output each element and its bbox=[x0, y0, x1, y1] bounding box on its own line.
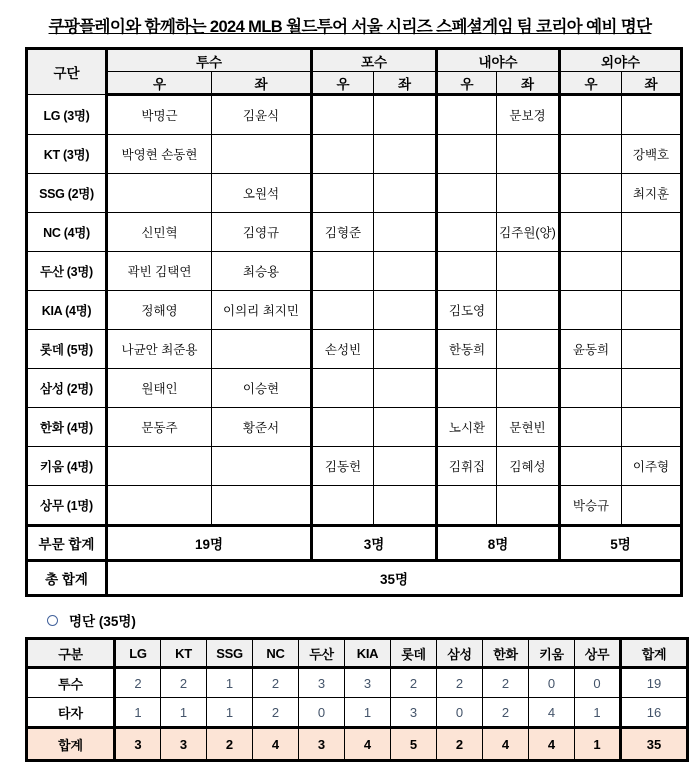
summary-cell: 2 bbox=[253, 698, 299, 728]
summary-cell: 4 bbox=[345, 728, 391, 761]
summary-cell: 2 bbox=[253, 668, 299, 698]
summary-header-row bbox=[27, 639, 688, 668]
header-club: 구단 bbox=[27, 49, 107, 95]
cell-infield-right bbox=[437, 252, 497, 291]
summary-cell: 4 bbox=[253, 728, 299, 761]
team-label: 한화 (4명) bbox=[27, 408, 107, 447]
roster-row-samsung bbox=[27, 369, 682, 408]
summary-cell: 0 bbox=[575, 668, 621, 698]
team-label: LG (3명) bbox=[27, 95, 107, 135]
cell-pitcher-left: 오원석 bbox=[212, 174, 312, 213]
summary-header-total: 합계 bbox=[621, 639, 688, 668]
cell-catcher-right: 김동헌 bbox=[312, 447, 374, 486]
summary-cell: 1 bbox=[161, 698, 207, 728]
summary-header-team: KT bbox=[161, 639, 207, 668]
cell-outfield-right bbox=[560, 95, 622, 135]
cell-outfield-right bbox=[560, 252, 622, 291]
cell-outfield-right: 윤동희 bbox=[560, 330, 622, 369]
cell-outfield-right bbox=[560, 213, 622, 252]
summary-header-team: KIA bbox=[345, 639, 391, 668]
cell-pitcher-right: 박명근 bbox=[107, 95, 212, 135]
header-hand: 좌 bbox=[374, 72, 437, 95]
cell-catcher-right: 손성빈 bbox=[312, 330, 374, 369]
cell-outfield-left: 최지훈 bbox=[622, 174, 682, 213]
roster-row-hanwha bbox=[27, 408, 682, 447]
header-hand: 우 bbox=[560, 72, 622, 95]
cell-infield-left: 문현빈 bbox=[497, 408, 560, 447]
section-total-label: 부문 합계 bbox=[27, 526, 107, 561]
summary-cell: 4 bbox=[483, 728, 529, 761]
grand-total-value: 35명 bbox=[107, 561, 682, 596]
summary-cell: 3 bbox=[299, 728, 345, 761]
summary-header-team: 상무 bbox=[575, 639, 621, 668]
team-label: 롯데 (5명) bbox=[27, 330, 107, 369]
cell-catcher-right bbox=[312, 291, 374, 330]
cell-catcher-left bbox=[374, 447, 437, 486]
header-outfield: 외야수 bbox=[560, 49, 682, 72]
summary-header-team: 한화 bbox=[483, 639, 529, 668]
summary-cell: 1 bbox=[207, 668, 253, 698]
summary-row-total bbox=[27, 728, 688, 761]
summary-header-team: SSG bbox=[207, 639, 253, 668]
header-hand: 좌 bbox=[212, 72, 312, 95]
header-hand: 좌 bbox=[497, 72, 560, 95]
cell-infield-right: 김휘집 bbox=[437, 447, 497, 486]
cell-pitcher-left: 황준서 bbox=[212, 408, 312, 447]
roster-row-lotte bbox=[27, 330, 682, 369]
cell-pitcher-right: 문동주 bbox=[107, 408, 212, 447]
cell-pitcher-right: 나균안 최준용 bbox=[107, 330, 212, 369]
cell-outfield-left: 강백호 bbox=[622, 135, 682, 174]
cell-pitcher-right: 정해영 bbox=[107, 291, 212, 330]
header-hand: 좌 bbox=[622, 72, 682, 95]
summary-table bbox=[25, 637, 689, 762]
summary-cell: 1 bbox=[115, 698, 161, 728]
summary-row-label: 타자 bbox=[27, 698, 115, 728]
cell-catcher-left bbox=[374, 330, 437, 369]
header-pitcher: 투수 bbox=[107, 49, 312, 72]
cell-pitcher-left bbox=[212, 486, 312, 526]
roster-row-kia bbox=[27, 291, 682, 330]
summary-cell: 4 bbox=[529, 698, 575, 728]
cell-infield-left bbox=[497, 486, 560, 526]
cell-infield-right bbox=[437, 135, 497, 174]
cell-pitcher-left: 이의리 최지민 bbox=[212, 291, 312, 330]
cell-catcher-right bbox=[312, 408, 374, 447]
cell-infield-right bbox=[437, 95, 497, 135]
team-label: KIA (4명) bbox=[27, 291, 107, 330]
cell-catcher-left bbox=[374, 95, 437, 135]
cell-outfield-right bbox=[560, 408, 622, 447]
cell-outfield-right bbox=[560, 291, 622, 330]
cell-outfield-right bbox=[560, 369, 622, 408]
summary-cell: 3 bbox=[391, 698, 437, 728]
page-title: 쿠팡플레이와 함께하는 2024 MLB 월드투어 서울 시리즈 스페셜게임 팀 코리아 예비 명단 bbox=[48, 18, 652, 36]
summary-header-team: 삼성 bbox=[437, 639, 483, 668]
roster-table bbox=[25, 47, 683, 597]
roster-row-lg bbox=[27, 95, 682, 135]
section-total-pitcher: 19명 bbox=[107, 526, 312, 561]
cell-pitcher-right bbox=[107, 447, 212, 486]
summary-header-team: NC bbox=[253, 639, 299, 668]
cell-outfield-left: 이주형 bbox=[622, 447, 682, 486]
roster-header-row-2 bbox=[27, 72, 682, 95]
cell-pitcher-left: 김영규 bbox=[212, 213, 312, 252]
cell-outfield-left bbox=[622, 330, 682, 369]
summary-cell: 3 bbox=[161, 728, 207, 761]
cell-infield-left: 김혜성 bbox=[497, 447, 560, 486]
cell-catcher-left bbox=[374, 486, 437, 526]
summary-row-label: 투수 bbox=[27, 668, 115, 698]
roster-row-doosan bbox=[27, 252, 682, 291]
summary-cell: 2 bbox=[161, 668, 207, 698]
cell-infield-right bbox=[437, 486, 497, 526]
cell-pitcher-left: 김윤식 bbox=[212, 95, 312, 135]
cell-catcher-right bbox=[312, 369, 374, 408]
cell-pitcher-left bbox=[212, 135, 312, 174]
team-label: NC (4명) bbox=[27, 213, 107, 252]
section-total-outfield: 5명 bbox=[560, 526, 682, 561]
cell-infield-right: 한동희 bbox=[437, 330, 497, 369]
summary-cell: 1 bbox=[345, 698, 391, 728]
summary-cell: 0 bbox=[529, 668, 575, 698]
circle-bullet-icon bbox=[47, 615, 58, 626]
summary-header-team: LG bbox=[115, 639, 161, 668]
roster-row-kiwoom bbox=[27, 447, 682, 486]
header-infield: 내야수 bbox=[437, 49, 560, 72]
cell-catcher-right bbox=[312, 486, 374, 526]
header-hand: 우 bbox=[312, 72, 374, 95]
roster-list-label bbox=[47, 610, 700, 630]
cell-pitcher-right: 원태인 bbox=[107, 369, 212, 408]
cell-pitcher-right: 곽빈 김택연 bbox=[107, 252, 212, 291]
cell-outfield-right: 박승규 bbox=[560, 486, 622, 526]
cell-infield-right bbox=[437, 369, 497, 408]
team-label: 삼성 (2명) bbox=[27, 369, 107, 408]
cell-infield-left: 김주원(양) bbox=[497, 213, 560, 252]
cell-infield-right bbox=[437, 213, 497, 252]
summary-cell-total: 19 bbox=[621, 668, 688, 698]
summary-row-batters bbox=[27, 698, 688, 728]
roster-row-nc bbox=[27, 213, 682, 252]
summary-cell: 4 bbox=[529, 728, 575, 761]
cell-pitcher-left bbox=[212, 447, 312, 486]
cell-infield-left bbox=[497, 369, 560, 408]
summary-cell: 2 bbox=[483, 698, 529, 728]
cell-outfield-right bbox=[560, 447, 622, 486]
summary-cell: 2 bbox=[391, 668, 437, 698]
summary-cell: 5 bbox=[391, 728, 437, 761]
cell-infield-left bbox=[497, 135, 560, 174]
cell-pitcher-left: 이승현 bbox=[212, 369, 312, 408]
team-label: SSG (2명) bbox=[27, 174, 107, 213]
cell-outfield-left bbox=[622, 408, 682, 447]
summary-cell: 1 bbox=[575, 698, 621, 728]
cell-infield-right: 노시환 bbox=[437, 408, 497, 447]
cell-catcher-left bbox=[374, 174, 437, 213]
summary-cell: 0 bbox=[299, 698, 345, 728]
cell-infield-left bbox=[497, 174, 560, 213]
roster-row-kt bbox=[27, 135, 682, 174]
roster-list-label-text: 명단 (35명) bbox=[69, 614, 136, 629]
team-label: 두산 (3명) bbox=[27, 252, 107, 291]
cell-catcher-left bbox=[374, 135, 437, 174]
grand-total-label: 총 합계 bbox=[27, 561, 107, 596]
cell-catcher-right bbox=[312, 174, 374, 213]
roster-row-ssg bbox=[27, 174, 682, 213]
team-label: 키움 (4명) bbox=[27, 447, 107, 486]
cell-pitcher-right bbox=[107, 174, 212, 213]
summary-row-pitchers bbox=[27, 668, 688, 698]
cell-infield-right: 김도영 bbox=[437, 291, 497, 330]
cell-outfield-left bbox=[622, 486, 682, 526]
cell-outfield-left bbox=[622, 291, 682, 330]
cell-pitcher-right bbox=[107, 486, 212, 526]
header-catcher: 포수 bbox=[312, 49, 437, 72]
cell-catcher-right bbox=[312, 135, 374, 174]
summary-cell: 3 bbox=[299, 668, 345, 698]
grand-total-row bbox=[27, 561, 682, 596]
summary-row-label: 합계 bbox=[27, 728, 115, 761]
cell-catcher-right bbox=[312, 252, 374, 291]
cell-pitcher-left: 최승용 bbox=[212, 252, 312, 291]
summary-cell: 2 bbox=[437, 668, 483, 698]
cell-catcher-left bbox=[374, 252, 437, 291]
cell-outfield-left bbox=[622, 95, 682, 135]
cell-infield-left bbox=[497, 252, 560, 291]
roster-row-sangmu bbox=[27, 486, 682, 526]
cell-outfield-left bbox=[622, 369, 682, 408]
cell-pitcher-right: 박영현 손동현 bbox=[107, 135, 212, 174]
cell-infield-right bbox=[437, 174, 497, 213]
summary-cell: 1 bbox=[575, 728, 621, 761]
summary-header-team: 롯데 bbox=[391, 639, 437, 668]
summary-cell: 3 bbox=[345, 668, 391, 698]
team-label: 상무 (1명) bbox=[27, 486, 107, 526]
section-total-infield: 8명 bbox=[437, 526, 560, 561]
cell-infield-left bbox=[497, 330, 560, 369]
cell-outfield-right bbox=[560, 174, 622, 213]
summary-cell: 3 bbox=[115, 728, 161, 761]
cell-catcher-right: 김형준 bbox=[312, 213, 374, 252]
team-label: KT (3명) bbox=[27, 135, 107, 174]
summary-cell: 1 bbox=[207, 698, 253, 728]
cell-outfield-left bbox=[622, 252, 682, 291]
cell-catcher-left bbox=[374, 213, 437, 252]
summary-cell: 2 bbox=[483, 668, 529, 698]
summary-cell-total: 35 bbox=[621, 728, 688, 761]
summary-cell: 2 bbox=[437, 728, 483, 761]
cell-catcher-right bbox=[312, 95, 374, 135]
cell-outfield-left bbox=[622, 213, 682, 252]
section-total-catcher: 3명 bbox=[312, 526, 437, 561]
cell-catcher-left bbox=[374, 291, 437, 330]
cell-pitcher-right: 신민혁 bbox=[107, 213, 212, 252]
summary-cell: 2 bbox=[115, 668, 161, 698]
cell-catcher-left bbox=[374, 408, 437, 447]
roster-header-row-1 bbox=[27, 49, 682, 72]
section-total-row bbox=[27, 526, 682, 561]
cell-pitcher-left bbox=[212, 330, 312, 369]
cell-catcher-left bbox=[374, 369, 437, 408]
cell-infield-left: 문보경 bbox=[497, 95, 560, 135]
summary-cell-total: 16 bbox=[621, 698, 688, 728]
header-hand: 우 bbox=[437, 72, 497, 95]
summary-header-division: 구분 bbox=[27, 639, 115, 668]
summary-cell: 0 bbox=[437, 698, 483, 728]
header-hand: 우 bbox=[107, 72, 212, 95]
cell-outfield-right bbox=[560, 135, 622, 174]
summary-header-team: 키움 bbox=[529, 639, 575, 668]
summary-cell: 2 bbox=[207, 728, 253, 761]
summary-header-team: 두산 bbox=[299, 639, 345, 668]
cell-infield-left bbox=[497, 291, 560, 330]
